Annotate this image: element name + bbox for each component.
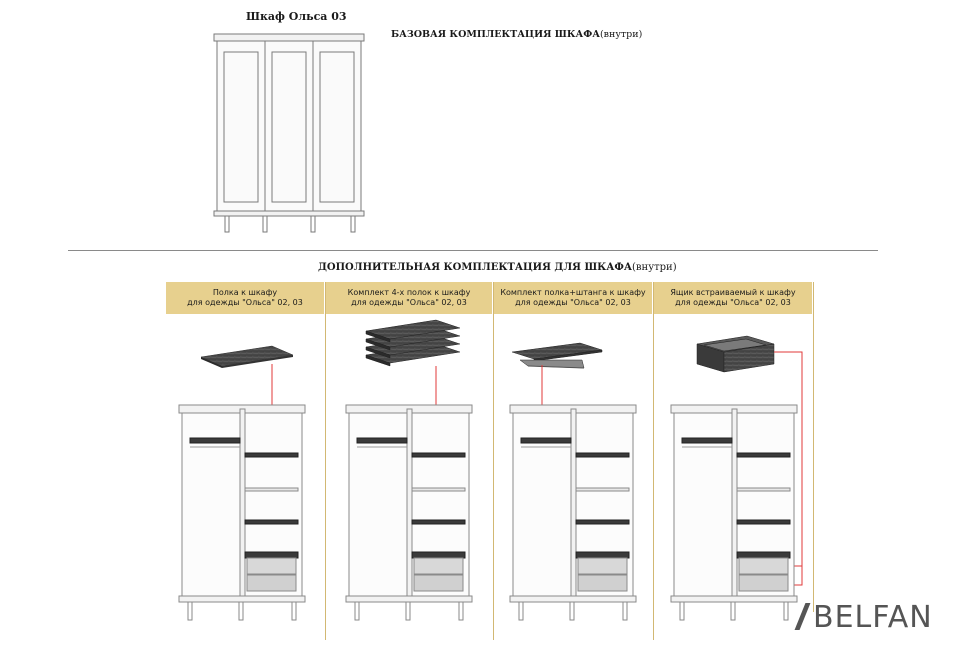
shelf-stack-item: [366, 320, 460, 366]
wardrobe-interior: [671, 405, 797, 620]
base-configuration-note: (внутри): [599, 29, 643, 40]
column-1-drawing: [179, 346, 305, 620]
column-header-line2: для одежды "Ольса" 02, 03: [187, 298, 303, 307]
wardrobe-interior: [179, 405, 305, 620]
extra-configuration-note: (внутри): [632, 262, 677, 273]
wardrobe-interior: [510, 405, 636, 620]
column-header-line2: для одежды "Ольса" 02, 03: [351, 298, 467, 307]
product-title: Шкаф Ольса 03: [246, 10, 347, 23]
drawer-item: [697, 336, 774, 372]
column-2-drawing: [346, 320, 472, 620]
brand-name: BELFAN: [813, 600, 933, 635]
base-configuration-heading: БАЗОВАЯ КОМПЛЕКТАЦИЯ ШКАФА: [391, 29, 600, 40]
column-header-line1: Полка к шкафу: [212, 288, 278, 297]
column-header-line1: Комплект полка+штанга к шкафу: [500, 288, 646, 297]
column-4-drawing: [671, 336, 802, 620]
extra-configuration-heading: ДОПОЛНИТЕЛЬНАЯ КОМПЛЕКТАЦИЯ ДЛЯ ШКАФА: [318, 262, 633, 273]
wardrobe-interior: [346, 405, 472, 620]
shelf-rod-item: [512, 343, 602, 368]
column-header-line1: Комплект 4-х полок к шкафу: [347, 288, 471, 297]
column-3-drawing: [510, 343, 636, 620]
column-header-line1: Ящик встраиваемый к шкафу: [670, 288, 796, 297]
brand-logo: [800, 600, 933, 635]
column-header-line2: для одежды "Ольса" 02, 03: [675, 298, 791, 307]
column-header-line2: для одежды "Ольса" 02, 03: [515, 298, 631, 307]
base-wardrobe-drawing: [214, 34, 364, 232]
